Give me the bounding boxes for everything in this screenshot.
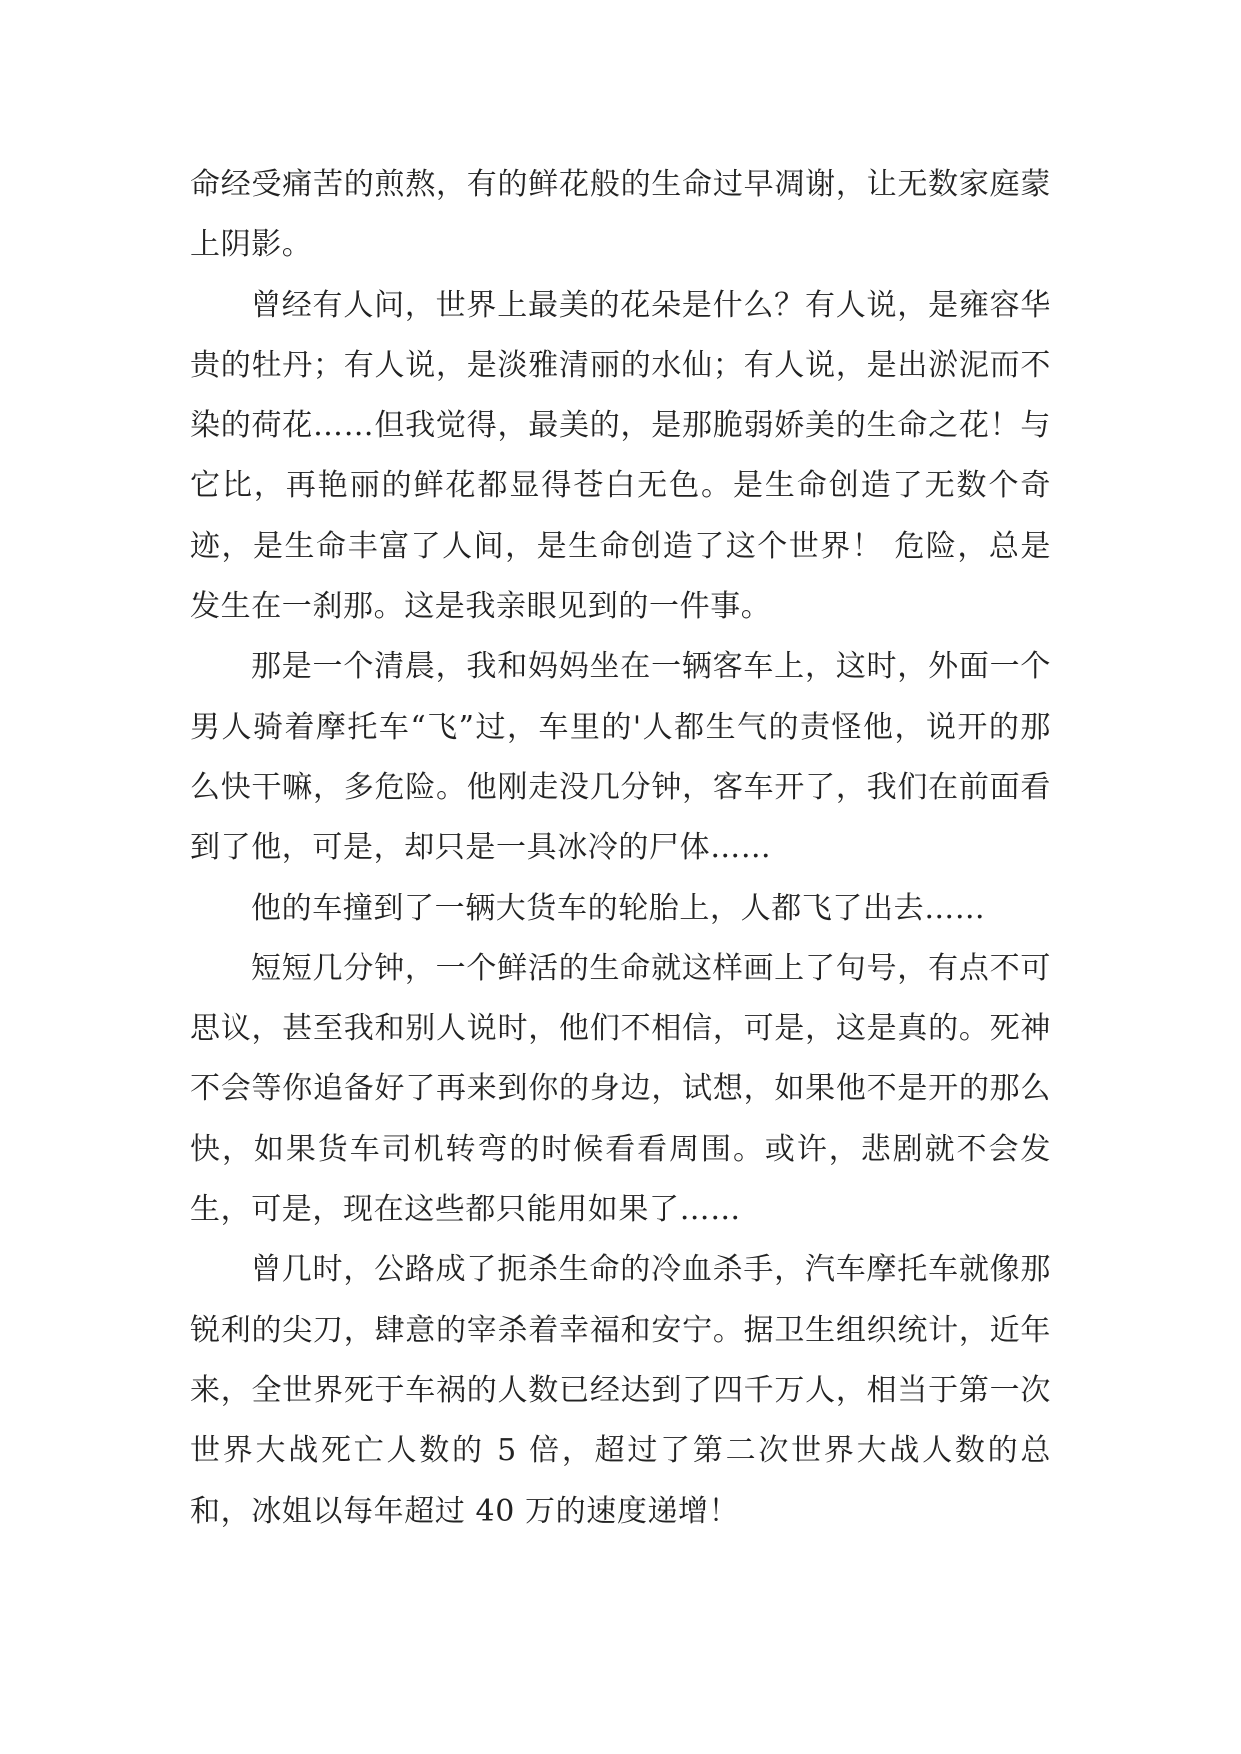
paragraph-1: 命经受痛苦的煎熬，有的鲜花般的生命过早凋谢，让无数家庭蒙上阴影。 — [190, 167, 1051, 263]
paragraph-4: 他的车撞到了一辆大货车的轮胎上，人都飞了出去…… — [251, 890, 986, 926]
article-body — [190, 155, 1051, 1542]
paragraph-6: 曾几时，公路成了扼杀生命的冷血杀手，汽车摩托车就像那锐利的尖刀，肆意的宰杀着幸福和安宁。据卫生组织统计，近年来，全世界死于车祸的人数已经达到了四千万人，相当于第一次世界大战死亡人数的 5 倍，超过了第二次世界大战人数的总和，冰姐以每年超过 40 万的速度递增！ — [190, 1252, 1051, 1529]
paragraph-2: 曾经有人问，世界上最美的花朵是什么？有人说，是雍容华贵的牡丹；有人说，是淡雅清丽的水仙；有人说，是出淤泥而不染的荷花……但我觉得，最美的，是那脆弱娇美的生命之花！与它比，再艳丽的鲜花都显得苍白无色。是生命创造了无数个奇迹，是生命丰富了人间，是生命创造了这个世界！ 危险，总是发生在一刹那。这是我亲眼见到的一件事。 — [190, 287, 1051, 625]
paragraph-3: 那是一个清晨，我和妈妈坐在一辆客车上，这时，外面一个男人骑着摩托车“飞”过，车里的'人都生气的责怪他，说开的那么快干嘛，多危险。他刚走没几分钟，客车开了，我们在前面看到了他，可是，却只是一具冰冷的尸体…… — [190, 649, 1051, 866]
paragraph-5: 短短几分钟，一个鲜活的生命就这样画上了句号，有点不可思议，甚至我和别人说时，他们不相信，可是，这是真的。死神不会等你追备好了再来到你的身边，试想，如果他不是开的那么快，如果货车司机转弯的时候看看周围。或许，悲剧就不会发生，可是，现在这些都只能用如果了…… — [190, 950, 1051, 1228]
